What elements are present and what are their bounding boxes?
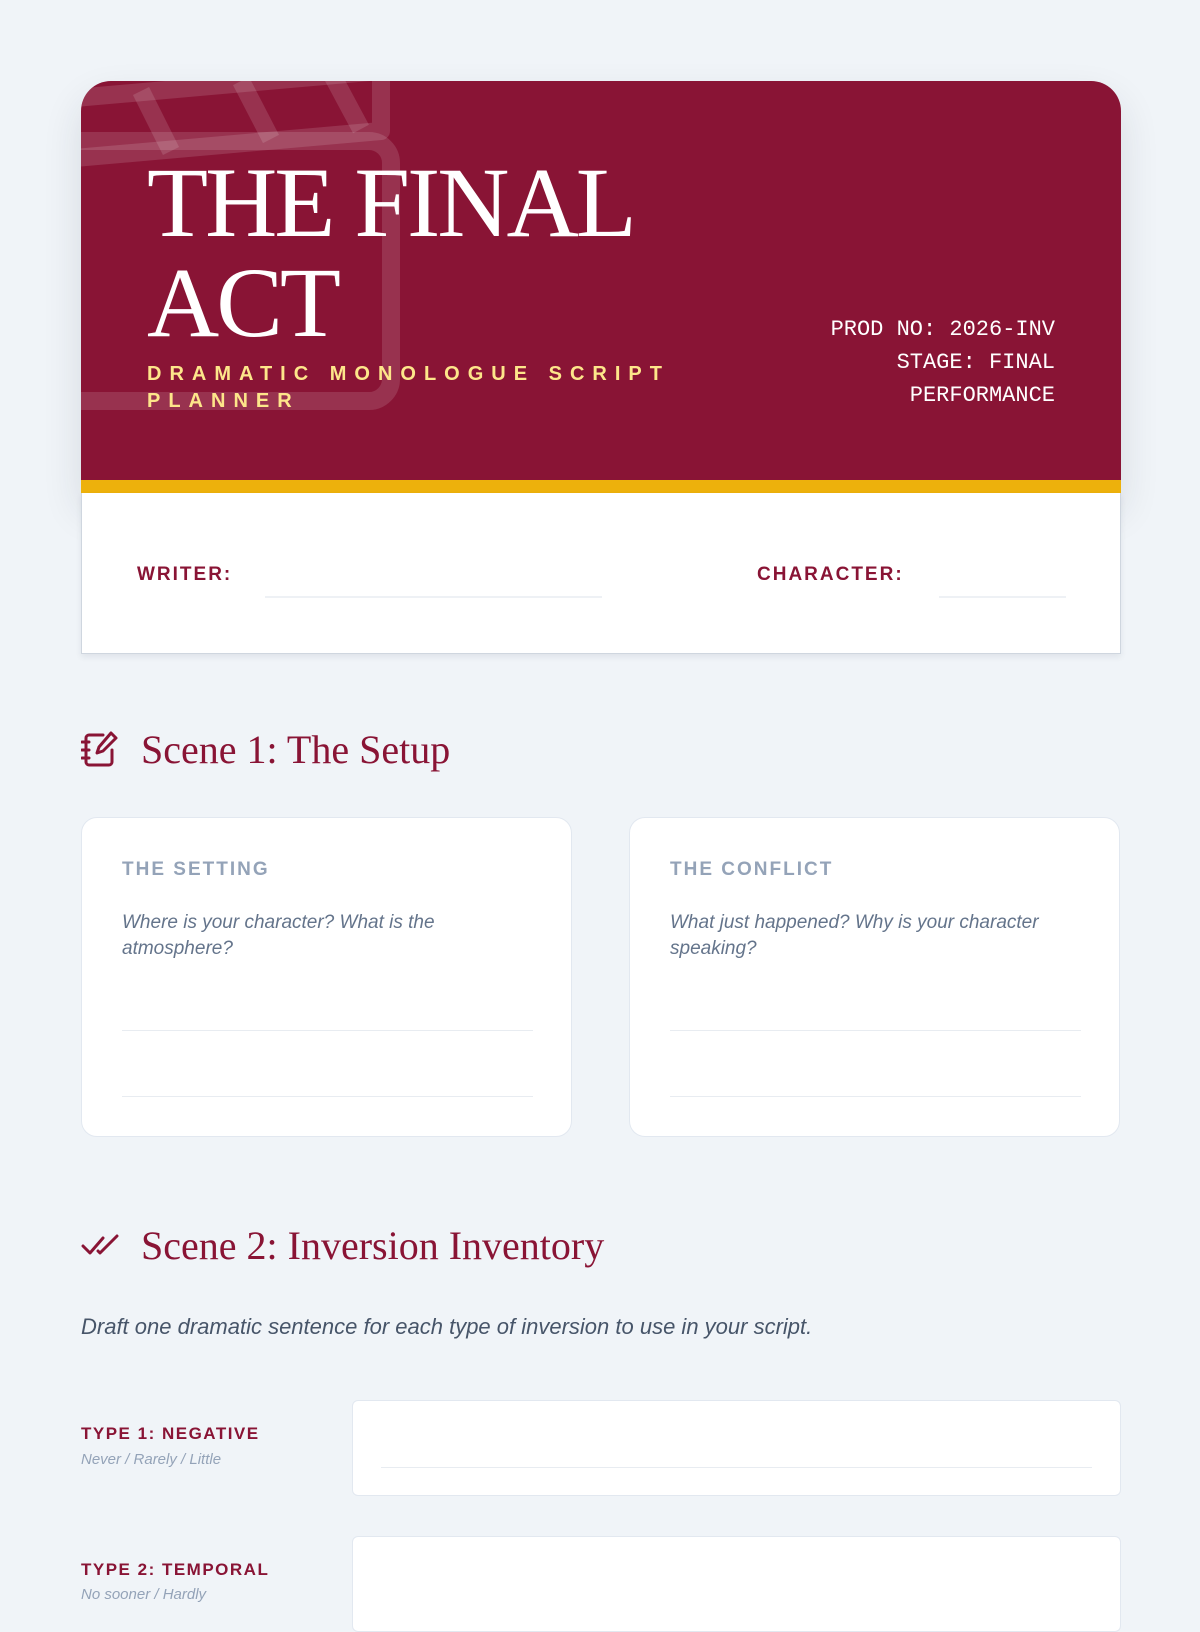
conflict-answer-line-1[interactable]: [670, 1030, 1081, 1031]
production-number: PROD NO: 2026-INV: [830, 317, 1055, 342]
conflict-answer-line-2[interactable]: [670, 1096, 1081, 1097]
type2-answer-box[interactable]: [352, 1536, 1121, 1632]
scene2-instructions: Draft one dramatic sentence for each type of inversion to use in your script.: [81, 1314, 813, 1339]
setting-answer-line-1[interactable]: [122, 1030, 533, 1031]
type1-answer-box[interactable]: [352, 1400, 1121, 1496]
character-field[interactable]: [939, 596, 1066, 598]
scene2-heading: [81, 1222, 781, 1270]
double-check-icon: [81, 1226, 119, 1264]
setting-card-prompt: Where is your character? What is the atmosphere?: [122, 912, 435, 959]
type1-answer-line: [381, 1467, 1092, 1468]
setting-card: [81, 817, 572, 1137]
setting-answer-line-2[interactable]: [122, 1096, 533, 1097]
writer-field[interactable]: [265, 596, 602, 598]
script-title: THE FINAL ACT: [147, 147, 631, 358]
notebook-pen-icon: [81, 730, 119, 768]
accent-stripe: [81, 480, 1121, 493]
type2-hint: No sooner / Hardly: [81, 1586, 207, 1603]
writer-info-card: [81, 493, 1121, 654]
conflict-card-title: THE CONFLICT: [670, 859, 834, 880]
setting-card-title: THE SETTING: [122, 859, 270, 880]
title-banner: [81, 81, 1121, 493]
conflict-card: [629, 817, 1120, 1137]
production-stage: STAGE: FINAL PERFORMANCE: [896, 350, 1055, 408]
type1-hint: Never / Rarely / Little: [81, 1451, 222, 1468]
scene1-heading: [81, 726, 581, 774]
conflict-card-prompt: What just happened? Why is your character speaking?: [670, 912, 1039, 959]
type2-label: TYPE 2: TEMPORAL: [81, 1560, 270, 1579]
scene2-title: Scene 2: Inversion Inventory: [141, 1223, 605, 1268]
character-label: CHARACTER:: [757, 564, 904, 585]
writer-label: WRITER:: [137, 564, 233, 585]
scene1-title: Scene 1: The Setup: [141, 727, 451, 772]
production-info: [795, 313, 1055, 412]
type1-label: TYPE 1: NEGATIVE: [81, 1424, 260, 1443]
script-subtitle: DRAMATIC MONOLOGUE SCRIPT PLANNER: [147, 363, 670, 412]
